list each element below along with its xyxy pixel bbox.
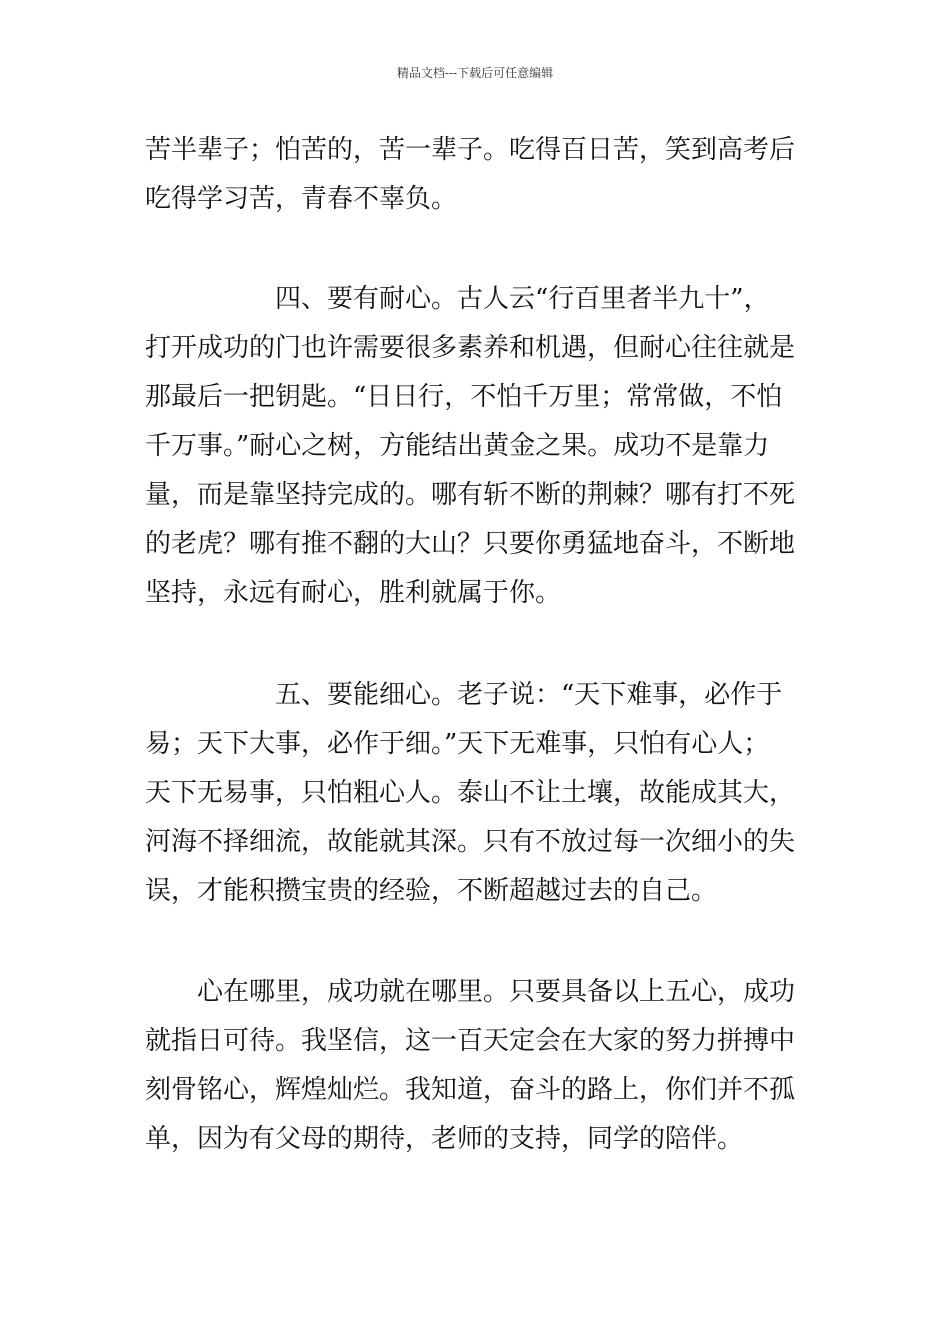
- paragraph-line: 吃得学习苦，青春不辜负。: [145, 184, 458, 214]
- paragraph-line: 千万事。”耐心之树，方能结出黄金之果。成功不是靠力: [145, 431, 770, 461]
- paragraph-4: [145, 968, 809, 1164]
- paragraph-1: [145, 126, 809, 224]
- paragraph-line: 刻骨铭心，辉煌灿烂。我知道，奋斗的路上，你们并不孤: [145, 1075, 796, 1105]
- paragraph-line: 量，而是靠坚持完成的。哪有斩不断的荆棘？哪有打不死: [145, 480, 796, 510]
- paragraph-line: 河海不择细流，故能就其深。只有不放过每一次细小的失: [145, 827, 796, 857]
- paragraph-3: [145, 671, 809, 916]
- paragraph-line: 单，因为有父母的期待，老师的支持，同学的陪伴。: [145, 1124, 744, 1154]
- paragraph-line: 坚持，永远有耐心，胜利就属于你。: [145, 578, 562, 608]
- paragraph-line: 五、要能细心。老子说：“天下难事，必作于: [145, 680, 783, 710]
- paragraph-line: 天下无易事，只怕粗心人。泰山不让土壤，故能成其大，: [145, 778, 796, 808]
- paragraph-2: [145, 275, 809, 618]
- paragraph-line: 的老虎？哪有推不翻的大山？只要你勇猛地奋斗，不断地: [145, 529, 796, 559]
- page-header: 精品文档---下载后可任意编辑: [396, 66, 554, 80]
- paragraph-line: 苦半辈子；怕苦的，苦一辈子。吃得百日苦，笑到高考后: [145, 135, 796, 165]
- paragraph-line: 误，才能积攒宝贵的经验，不断超越过去的自己。: [145, 876, 718, 906]
- paragraph-line: 易；天下大事，必作于细。”天下无难事，只怕有心人；: [145, 729, 770, 759]
- paragraph-line: 那最后一把钥匙。“日日行，不怕千万里；常常做，不怕: [145, 382, 783, 412]
- paragraph-line: 就指日可待。我坚信，这一百天定会在大家的努力拼搏中: [145, 1026, 796, 1056]
- paragraph-line: 心在哪里，成功就在哪里。只要具备以上五心，成功: [145, 977, 796, 1007]
- paragraph-line: 四、要有耐心。古人云“行百里者半九十”，: [145, 284, 770, 314]
- paragraph-line: 打开成功的门也许需要很多素养和机遇，但耐心往往就是: [145, 333, 796, 363]
